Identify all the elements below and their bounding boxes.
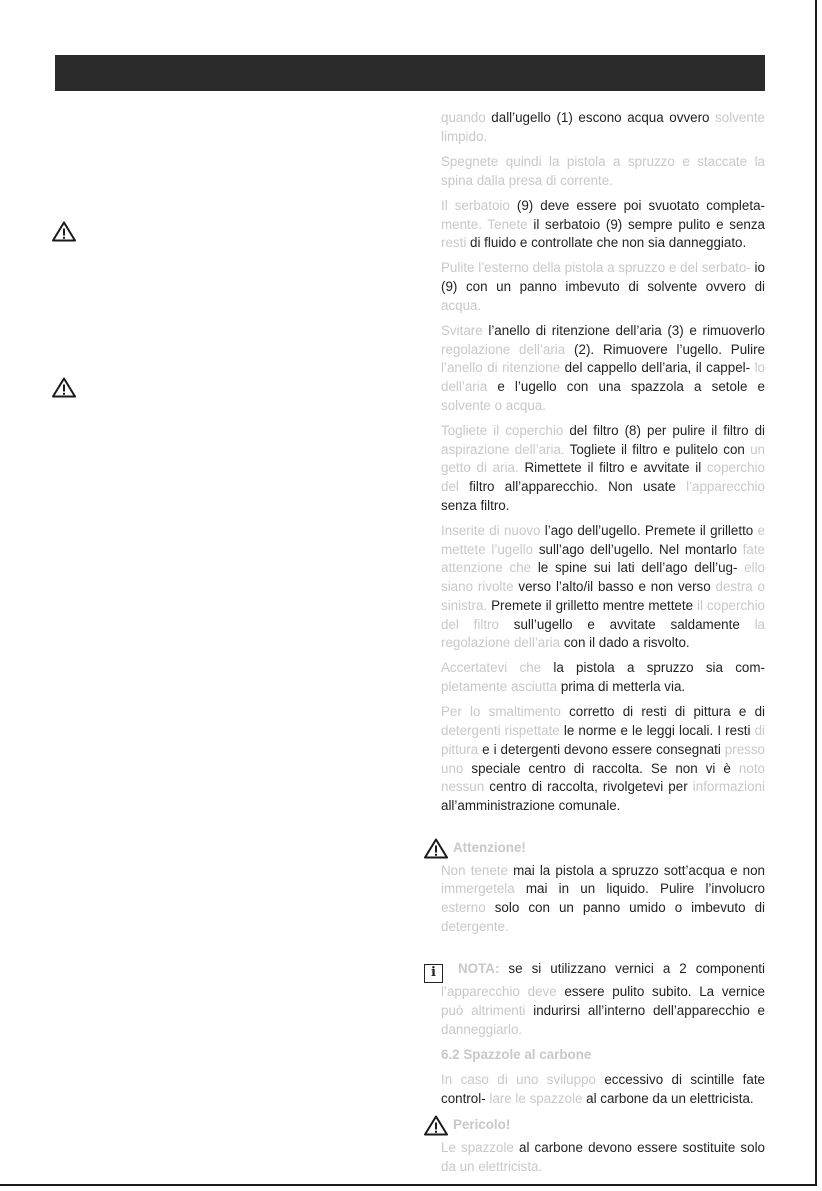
paragraph-exterior: Pulite l’esterno della pistola a spruzzo e del serbato- io (9) con un panno imbevuto di solvente ovvero di acqua. xyxy=(441,260,765,313)
danger-text: Le spazzole al carbone devono essere sostituite solo da un elettricista. xyxy=(441,1140,765,1174)
section-heading-brushes: 6.2 Spazzole al carbone xyxy=(441,1047,592,1063)
attention-text: Non tenete mai la pistola a spruzzo sott’acqua e non immergetela mai in un liquido. Pulire l’involucro esterno solo con un panno umido o imbevuto di detergente. xyxy=(441,862,766,934)
paragraph-air-cap: Svitare l’anello di ritenzione dell’aria (3) e rimuoverlo regolazione dell’aria (2). Rimuovere l’ugello. Pulire l’anello di ritenzione del cappello dell’aria, il cappel- lo dell’aria e l’ugello con una spazzola a setole e solvente o acqua. xyxy=(441,323,765,413)
attention-title xyxy=(441,838,765,859)
warning-triangle-icon xyxy=(424,838,448,859)
paragraph-switch-off: Spegnete quindi la pistola a spruzzo e staccate la spina dalla presa di corrente. xyxy=(441,153,765,188)
page-border-bottom xyxy=(0,1184,817,1186)
info-icon: i xyxy=(424,964,443,983)
paragraph-disposal: Per lo smaltimento corretto di resti di pittura e di detergenti rispettate le norme e le leggi locali. I resti di pittura e i detergenti devono essere consegnati presso uno speciale centro di raccolta. Se non vi è noto nessun centro di raccolta, rivolgetevi per informazioni all’amministrazione comunale. xyxy=(441,704,766,813)
danger-notice xyxy=(441,1115,765,1176)
instructions-column xyxy=(431,109,766,1183)
attention-notice xyxy=(441,838,765,937)
attention-title-text: Attenzione! xyxy=(453,839,526,855)
warning-triangle-icon xyxy=(424,1115,448,1136)
brushes-text: In caso di uno sviluppo eccessivo di scintille fate control- lare le spazzole al carbone da un elettricista. xyxy=(441,1072,766,1106)
paragraph-rinse: quando dall’ugello (1) escono acqua ovvero solvente limpido. xyxy=(441,110,765,144)
danger-title xyxy=(441,1115,765,1136)
paragraph-reassembly: Inserite di nuovo l’ago dell’ugello. Premete il grilletto e mettete l’ugello sull’ago dell’ugello. Nel montarlo fate attenzione che le spine sui lati dell’ago dell’ug- ello siano rivolte verso l’alto/il basso e non verso destra o sinistra. Premete il grilletto mentre mettete il coperchio del filtro sull’ugello e avvitate saldamente la regolazione dell’aria con il dado a risvolto. xyxy=(441,523,766,651)
header-bar xyxy=(55,55,765,91)
note-label: NOTA: xyxy=(458,961,500,977)
note-notice xyxy=(431,960,765,1039)
note-text: i NOTA: se si utilizzano vernici a 2 componenti l’apparecchio deve essere pulito subito. La vernice può altrimenti indurirsi all’interno dell’apparecchio e danneggiarlo. xyxy=(441,960,765,1039)
paragraph-tank: Il serbatoio (9) deve essere poi svuotato completa- mente. Tenete il serbatoio (9) sempre pulito e senza resti di fluido e controllate che non sia danneggiato. xyxy=(441,197,765,251)
danger-title-text: Pericolo! xyxy=(453,1117,511,1133)
paragraph-dry: Accertatevi che la pistola a spruzzo sia com- pletamente asciutta prima di metterla via. xyxy=(441,660,765,695)
warning-triangle-icon xyxy=(52,221,76,242)
page-border-right xyxy=(815,0,817,1186)
paragraph-filter: Togliete il coperchio del filtro (8) per pulire il filtro di aspirazione dell’aria. Togliete il filtro e pulitelo con un getto di aria. Rimettete il filtro e avvitate il coperchio del filtro all’apparecchio. Non usate l’apparecchio senza filtro. xyxy=(441,423,766,513)
warning-triangle-icon xyxy=(52,377,76,398)
